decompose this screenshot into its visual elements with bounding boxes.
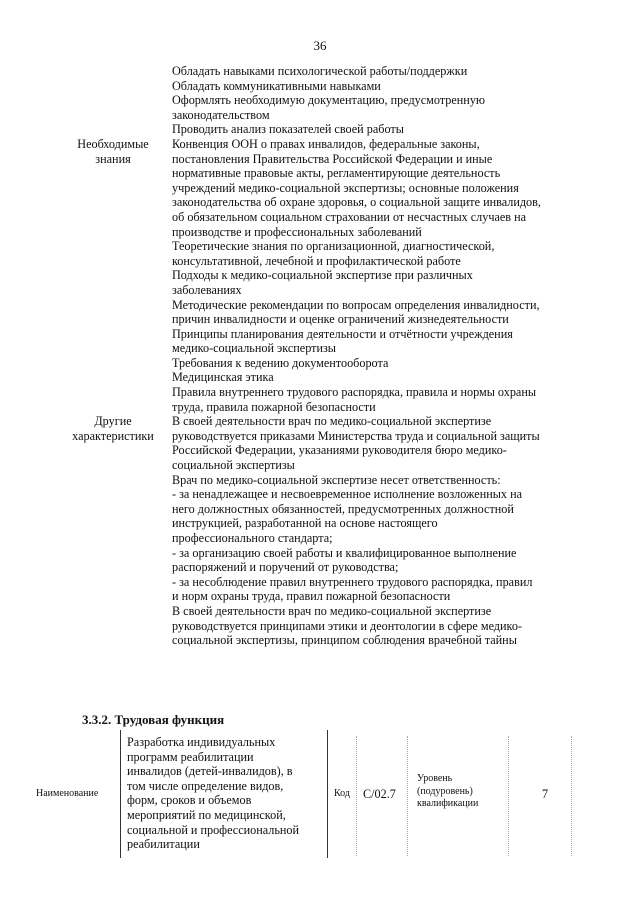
- level-label-line: Уровень: [417, 773, 453, 784]
- list-item: [172, 473, 580, 604]
- knowledge-items: [172, 137, 580, 414]
- other-characteristics-label: [54, 414, 172, 648]
- knowledge-label: [54, 137, 172, 414]
- item-line: В своей деятельности врач по медико-социальной экспертизе: [172, 603, 492, 618]
- code-label: Код: [334, 788, 350, 799]
- level-label-line: (подуровень): [417, 785, 473, 797]
- item-line: Оформлять необходимую документацию, предусмотренную: [172, 93, 486, 108]
- label-line: знания: [95, 151, 131, 166]
- function-name-line: том числе определение видов,: [127, 778, 284, 793]
- list-item: [172, 122, 580, 137]
- item-line: Обладать коммуникативными навыками: [172, 78, 381, 93]
- item-line: Требования к ведению документооборота: [172, 355, 389, 370]
- list-item: [172, 604, 580, 648]
- label-line: Другие: [94, 414, 132, 429]
- item-line: Медицинская этика: [172, 370, 274, 385]
- list-item: [172, 414, 580, 472]
- list-item: [172, 239, 580, 268]
- list-item: [172, 79, 580, 94]
- item-line: - за ненадлежащее и несвоевременное исполнение возложенных на: [172, 487, 522, 502]
- list-item: [172, 327, 580, 356]
- item-line: законодательства об охране здоровья, о социальной защите инвалидов,: [172, 195, 541, 210]
- other-characteristics-row: [54, 414, 584, 648]
- level-label-line: квалификации: [417, 798, 479, 809]
- item-line: социальной экспертизы, принципом соблюдения врачебной тайны: [172, 633, 517, 648]
- level-cell: [508, 736, 572, 856]
- item-line: законодательством: [172, 107, 270, 122]
- item-line: производстве и профессиональных заболеваний: [172, 224, 422, 239]
- item-line: - за организацию своей работы и квалифицированное выполнение: [172, 545, 517, 560]
- function-name-line: программ реабилитации: [127, 749, 254, 764]
- item-line: Методические рекомендации по вопросам определения инвалидности,: [172, 297, 540, 312]
- item-line: Принципы планирования деятельности и отчётности учреждения: [172, 326, 513, 341]
- list-item: [172, 370, 580, 385]
- item-line: Правила внутреннего трудового распорядка, правила и нормы охраны: [172, 385, 537, 400]
- list-item: [172, 298, 580, 327]
- item-line: руководствуется принципами этики и деонтологии в сфере медико-: [172, 618, 522, 633]
- item-line: учреждений медико-социальной экспертизы; основные положения: [172, 180, 519, 195]
- qualification-level-value: 7: [542, 787, 549, 801]
- item-line: Обладать навыками психологической работы/поддержки: [172, 64, 468, 78]
- name-label: Наименование: [36, 788, 99, 799]
- item-line: него должностных обязанностей, предусмотренных должностной: [172, 501, 514, 516]
- item-line: инструкцией, разработанной на основе настоящего: [172, 516, 438, 531]
- knowledge-row: [54, 137, 584, 414]
- item-line: Теоретические знания по организационной, диагностической,: [172, 239, 495, 254]
- item-line: Российской Федерации, указаниями руководителя бюро медико-: [172, 443, 507, 458]
- skills-row: [54, 64, 584, 137]
- item-line: медико-социальной экспертизы: [172, 341, 337, 356]
- item-line: В своей деятельности врач по медико-социальной экспертизе: [172, 414, 492, 429]
- item-line: социальной экспертизы: [172, 458, 295, 473]
- skills-label: [54, 64, 172, 137]
- function-name-line: мероприятий по медицинской,: [127, 807, 286, 822]
- item-line: и норм охраны труда, правил пожарной безопасности: [172, 589, 451, 604]
- list-item: [172, 93, 580, 122]
- item-line: профессионального стандарта;: [172, 531, 333, 545]
- page-number: 36: [313, 38, 327, 53]
- label-line: характеристики: [72, 428, 154, 443]
- item-line: Конвенция ООН о правах инвалидов, федеральные законы,: [172, 136, 480, 151]
- function-name-line: форм, сроков и объемов: [127, 793, 252, 808]
- function-name: [127, 735, 299, 852]
- item-line: причин инвалидности и оценке ограничений жизнедеятельности: [172, 312, 509, 327]
- list-item: [172, 268, 580, 297]
- item-line: руководствуется приказами Министерства труда и социальной защиты: [172, 428, 540, 443]
- other-characteristics-items: [172, 414, 580, 648]
- function-name-line: реабилитации: [127, 837, 200, 852]
- item-line: нормативные правовые акты, регламентирующие деятельность: [172, 166, 501, 181]
- function-name-line: инвалидов (детей-инвалидов), в: [127, 764, 293, 779]
- skills-items: [172, 64, 580, 137]
- item-line: консультативной, лечебной и профилактической работе: [172, 253, 461, 268]
- item-line: заболеваниях: [172, 282, 242, 297]
- code-value: С/02.7: [363, 787, 396, 801]
- function-name-line: Разработка индивидуальных: [127, 735, 276, 749]
- qualification-level-label: [417, 773, 478, 811]
- item-line: Врач по медико-социальной экспертизе несет ответственность:: [172, 472, 501, 487]
- list-item: [172, 356, 580, 371]
- item-line: Подходы к медико-социальной экспертизе при различных: [172, 268, 473, 283]
- item-line: об обязательном социальном страховании от несчастных случаев на: [172, 209, 527, 224]
- item-line: постановления Правительства Российской Федерации и иные: [172, 151, 493, 166]
- item-line: Проводить анализ показателей своей работы: [172, 122, 404, 137]
- section-heading: 3.3.2. Трудовая функция: [82, 712, 225, 727]
- label-line: Необходимые: [77, 136, 149, 151]
- function-name-line: социальной и профессиональной: [127, 822, 300, 837]
- list-item: [172, 137, 580, 239]
- item-line: распоряжений и поручений от руководства;: [172, 560, 399, 575]
- item-line: - за несоблюдение правил внутреннего трудового распорядка, правил: [172, 574, 533, 589]
- profile-table: [54, 64, 584, 648]
- item-line: труда, правила пожарной безопасности: [172, 399, 376, 414]
- list-item: [172, 64, 580, 79]
- list-item: [172, 385, 580, 414]
- labor-function-table: [36, 730, 606, 860]
- function-name-cell: [120, 730, 328, 858]
